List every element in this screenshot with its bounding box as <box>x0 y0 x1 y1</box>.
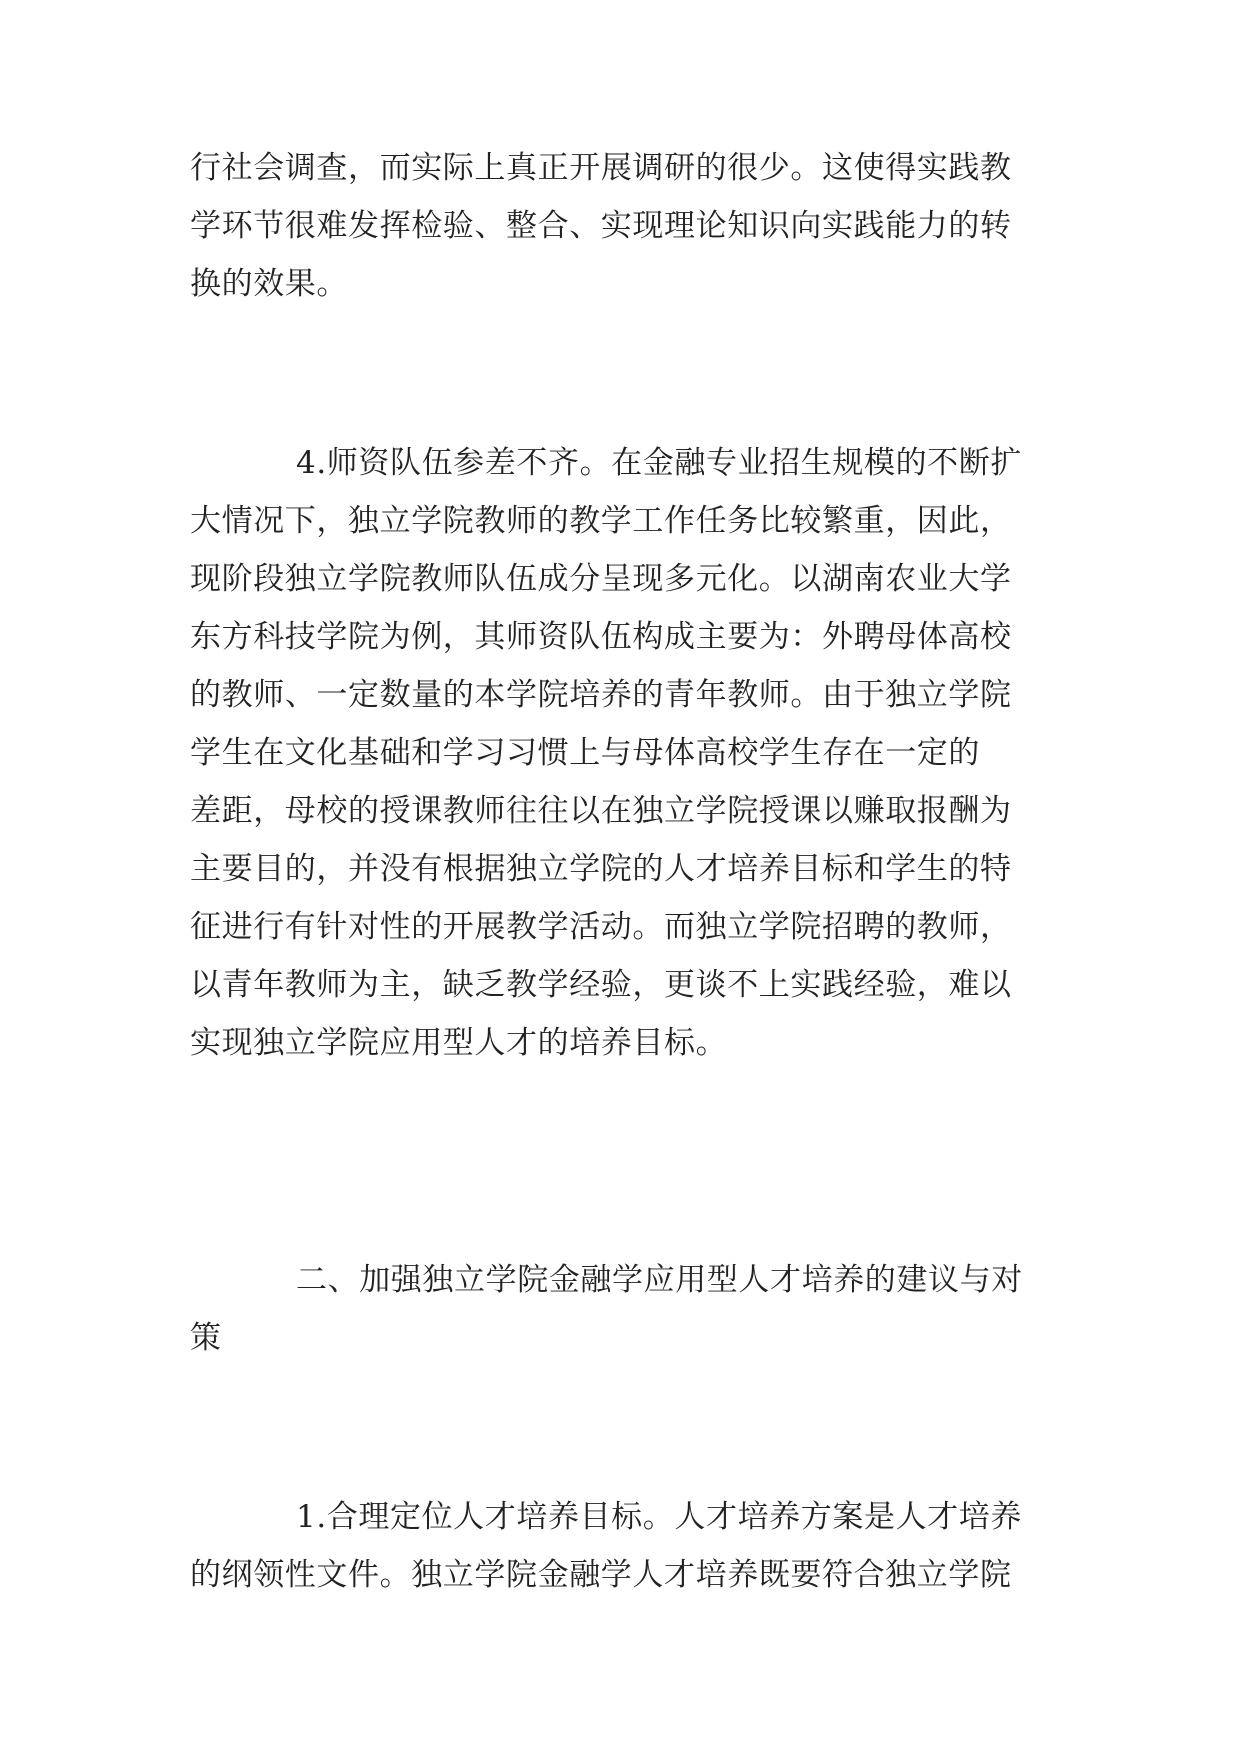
heading-line: 策 <box>190 1320 221 1356</box>
text-line: 以青年教师为主，缺乏教学经验，更谈不上实践经验，难以 <box>190 967 1012 1003</box>
text-line: 换的效果。 <box>190 266 348 302</box>
text-line: 学环节很难发挥检验、整合、实现理论知识向实践能力的转 <box>190 208 1012 244</box>
text-line: 行社会调查，而实际上真正开展调研的很少。这使得实践教 <box>190 150 1012 186</box>
text-line: 的教师、一定数量的本学院培养的青年教师。由于独立学院 <box>190 677 1012 713</box>
text-line: 征进行有针对性的开展教学活动。而独立学院招聘的教师， <box>190 909 1012 945</box>
text-line: 现阶段独立学院教师队伍成分呈现多元化。以湖南农业大学 <box>190 561 1012 597</box>
text-line: 主要目的，并没有根据独立学院的人才培养目标和学生的特 <box>190 851 1012 887</box>
heading-line: 二、加强独立学院金融学应用型人才培养的建议与对 <box>296 1262 1023 1298</box>
text-line: 的纲领性文件。独立学院金融学人才培养既要符合独立学院 <box>190 1557 1012 1593</box>
text-line: 学生在文化基础和学习习惯上与母体高校学生存在一定的 <box>190 735 980 771</box>
text-line: 4.师资队伍参差不齐。在金融专业招生规模的不断扩 <box>296 445 1022 481</box>
text-line: 实现独立学院应用型人才的培养目标。 <box>190 1025 728 1061</box>
text-line: 差距，母校的授课教师往往以在独立学院授课以赚取报酬为 <box>190 793 1012 829</box>
text-line: 1.合理定位人才培养目标。人才培养方案是人才培养 <box>296 1499 1022 1535</box>
text-line: 大情况下，独立学院教师的教学工作任务比较繁重，因此， <box>190 503 1012 539</box>
text-line: 东方科技学院为例，其师资队伍构成主要为：外聘母体高校 <box>190 619 1012 655</box>
